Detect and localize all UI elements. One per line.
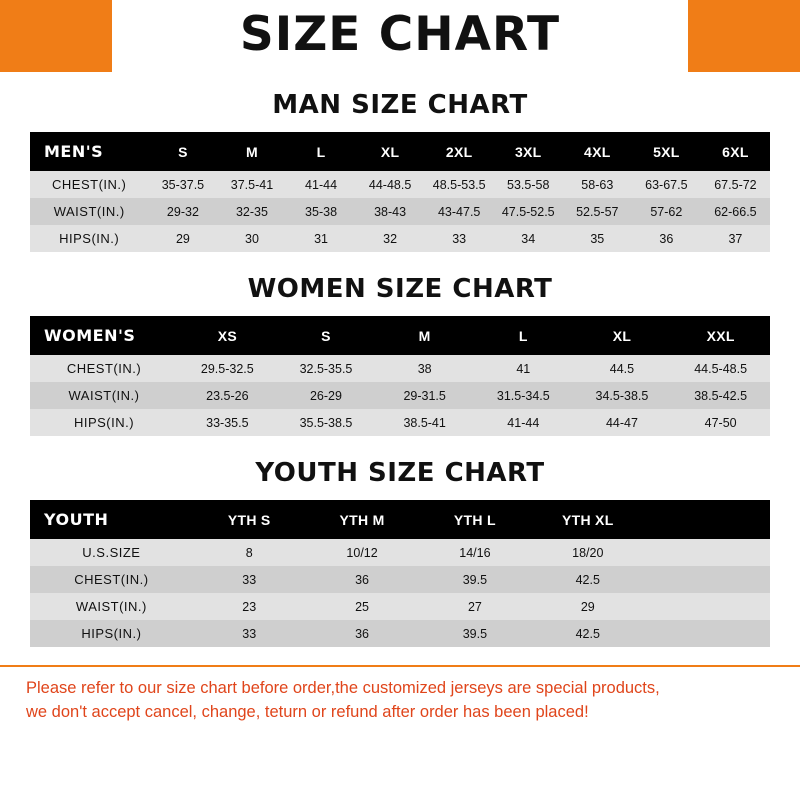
youth-waist-empty xyxy=(644,593,770,620)
youth-header-xl: YTH XL xyxy=(531,500,644,539)
youth-header-empty xyxy=(644,500,770,539)
men-waist-5xl: 57-62 xyxy=(632,198,701,225)
men-waist-6xl: 62-66.5 xyxy=(701,198,770,225)
youth-chest-xl: 42.5 xyxy=(531,566,644,593)
youth-header-s: YTH S xyxy=(193,500,306,539)
footer-line-1: Please refer to our size chart before order,the customized jerseys are special products, xyxy=(26,679,660,697)
table-header-row xyxy=(30,316,770,355)
table-row xyxy=(30,198,770,225)
women-waist-l: 31.5-34.5 xyxy=(474,382,573,409)
men-row-label-waist: WAIST(IN.) xyxy=(30,198,148,225)
youth-chest-l: 39.5 xyxy=(418,566,531,593)
men-chest-xl: 44-48.5 xyxy=(356,171,425,198)
youth-waist-xl: 29 xyxy=(531,593,644,620)
table-row xyxy=(30,409,770,436)
women-header-xxl: XXL xyxy=(671,316,770,355)
men-chest-s: 35-37.5 xyxy=(148,171,217,198)
men-header-label: MEN'S xyxy=(30,132,148,171)
women-header-xs: XS xyxy=(178,316,277,355)
youth-section-title: YOUTH SIZE CHART xyxy=(255,458,545,488)
women-header-label: WOMEN'S xyxy=(30,316,178,355)
men-hips-l: 31 xyxy=(287,225,356,252)
women-waist-xxl: 38.5-42.5 xyxy=(671,382,770,409)
men-hips-6xl: 37 xyxy=(701,225,770,252)
youth-header-l: YTH L xyxy=(418,500,531,539)
men-waist-s: 29-32 xyxy=(148,198,217,225)
youth-hips-l: 39.5 xyxy=(418,620,531,647)
chart-content xyxy=(0,90,800,647)
table-row xyxy=(30,539,770,566)
youth-row-label-waist: WAIST(IN.) xyxy=(30,593,193,620)
table-row xyxy=(30,566,770,593)
women-row-label-hips: HIPS(IN.) xyxy=(30,409,178,436)
women-waist-m: 29-31.5 xyxy=(375,382,474,409)
men-hips-s: 29 xyxy=(148,225,217,252)
youth-waist-l: 27 xyxy=(418,593,531,620)
youth-hips-empty xyxy=(644,620,770,647)
youth-row-label-hips: HIPS(IN.) xyxy=(30,620,193,647)
youth-ussize-xl: 18/20 xyxy=(531,539,644,566)
women-hips-s: 35.5-38.5 xyxy=(277,409,376,436)
women-waist-s: 26-29 xyxy=(277,382,376,409)
table-row xyxy=(30,355,770,382)
men-header-s: S xyxy=(148,132,217,171)
men-chest-m: 37.5-41 xyxy=(217,171,286,198)
youth-hips-xl: 42.5 xyxy=(531,620,644,647)
women-chest-xs: 29.5-32.5 xyxy=(178,355,277,382)
women-header-xl: XL xyxy=(573,316,672,355)
men-chest-4xl: 58-63 xyxy=(563,171,632,198)
footer-line-2: we don't accept cancel, change, teturn or refund after order has been placed! xyxy=(26,702,589,721)
men-waist-4xl: 52.5-57 xyxy=(563,198,632,225)
youth-chest-m: 36 xyxy=(306,566,419,593)
men-hips-4xl: 35 xyxy=(563,225,632,252)
women-size-table xyxy=(30,316,770,436)
women-chest-l: 41 xyxy=(474,355,573,382)
table-row xyxy=(30,620,770,647)
men-hips-5xl: 36 xyxy=(632,225,701,252)
table-header-row xyxy=(30,500,770,539)
men-hips-3xl: 34 xyxy=(494,225,563,252)
man-section-title: MAN SIZE CHART xyxy=(272,90,528,120)
table-header-row xyxy=(30,132,770,171)
women-header-m: M xyxy=(375,316,474,355)
men-chest-3xl: 53.5-58 xyxy=(494,171,563,198)
men-header-xl: XL xyxy=(356,132,425,171)
men-chest-6xl: 67.5-72 xyxy=(701,171,770,198)
women-hips-xl: 44-47 xyxy=(573,409,672,436)
men-header-2xl: 2XL xyxy=(425,132,494,171)
men-chest-5xl: 63-67.5 xyxy=(632,171,701,198)
men-header-6xl: 6XL xyxy=(701,132,770,171)
men-header-l: L xyxy=(287,132,356,171)
women-hips-m: 38.5-41 xyxy=(375,409,474,436)
women-section-title: WOMEN SIZE CHART xyxy=(247,274,553,304)
youth-header-m: YTH M xyxy=(306,500,419,539)
men-row-label-chest: CHEST(IN.) xyxy=(30,171,148,198)
youth-row-label-ussize: U.S.SIZE xyxy=(30,539,193,566)
men-hips-xl: 32 xyxy=(356,225,425,252)
youth-ussize-m: 10/12 xyxy=(306,539,419,566)
women-row-label-chest: CHEST(IN.) xyxy=(30,355,178,382)
footer-disclaimer xyxy=(0,665,800,725)
youth-ussize-s: 8 xyxy=(193,539,306,566)
man-size-table xyxy=(30,132,770,252)
men-hips-2xl: 33 xyxy=(425,225,494,252)
youth-chest-empty xyxy=(644,566,770,593)
youth-ussize-l: 14/16 xyxy=(418,539,531,566)
youth-header-label: YOUTH xyxy=(30,500,193,539)
men-chest-l: 41-44 xyxy=(287,171,356,198)
table-row xyxy=(30,171,770,198)
men-waist-m: 32-35 xyxy=(217,198,286,225)
table-row xyxy=(30,593,770,620)
youth-ussize-empty xyxy=(644,539,770,566)
women-chest-s: 32.5-35.5 xyxy=(277,355,376,382)
men-waist-2xl: 43-47.5 xyxy=(425,198,494,225)
men-header-4xl: 4XL xyxy=(563,132,632,171)
table-row xyxy=(30,382,770,409)
women-waist-xs: 23.5-26 xyxy=(178,382,277,409)
women-hips-l: 41-44 xyxy=(474,409,573,436)
women-hips-xxl: 47-50 xyxy=(671,409,770,436)
youth-hips-m: 36 xyxy=(306,620,419,647)
men-waist-xl: 38-43 xyxy=(356,198,425,225)
youth-size-table xyxy=(30,500,770,647)
women-hips-xs: 33-35.5 xyxy=(178,409,277,436)
women-chest-xxl: 44.5-48.5 xyxy=(671,355,770,382)
men-header-5xl: 5XL xyxy=(632,132,701,171)
men-header-m: M xyxy=(217,132,286,171)
men-header-3xl: 3XL xyxy=(494,132,563,171)
women-waist-xl: 34.5-38.5 xyxy=(573,382,672,409)
men-waist-3xl: 47.5-52.5 xyxy=(494,198,563,225)
table-row xyxy=(30,225,770,252)
women-header-l: L xyxy=(474,316,573,355)
youth-waist-s: 23 xyxy=(193,593,306,620)
youth-row-label-chest: CHEST(IN.) xyxy=(30,566,193,593)
women-row-label-waist: WAIST(IN.) xyxy=(30,382,178,409)
women-chest-xl: 44.5 xyxy=(573,355,672,382)
page-title: SIZE CHART xyxy=(239,6,561,62)
men-row-label-hips: HIPS(IN.) xyxy=(30,225,148,252)
header-banner xyxy=(0,0,800,72)
men-waist-l: 35-38 xyxy=(287,198,356,225)
women-chest-m: 38 xyxy=(375,355,474,382)
youth-hips-s: 33 xyxy=(193,620,306,647)
men-chest-2xl: 48.5-53.5 xyxy=(425,171,494,198)
youth-chest-s: 33 xyxy=(193,566,306,593)
youth-waist-m: 25 xyxy=(306,593,419,620)
men-hips-m: 30 xyxy=(217,225,286,252)
women-header-s: S xyxy=(277,316,376,355)
